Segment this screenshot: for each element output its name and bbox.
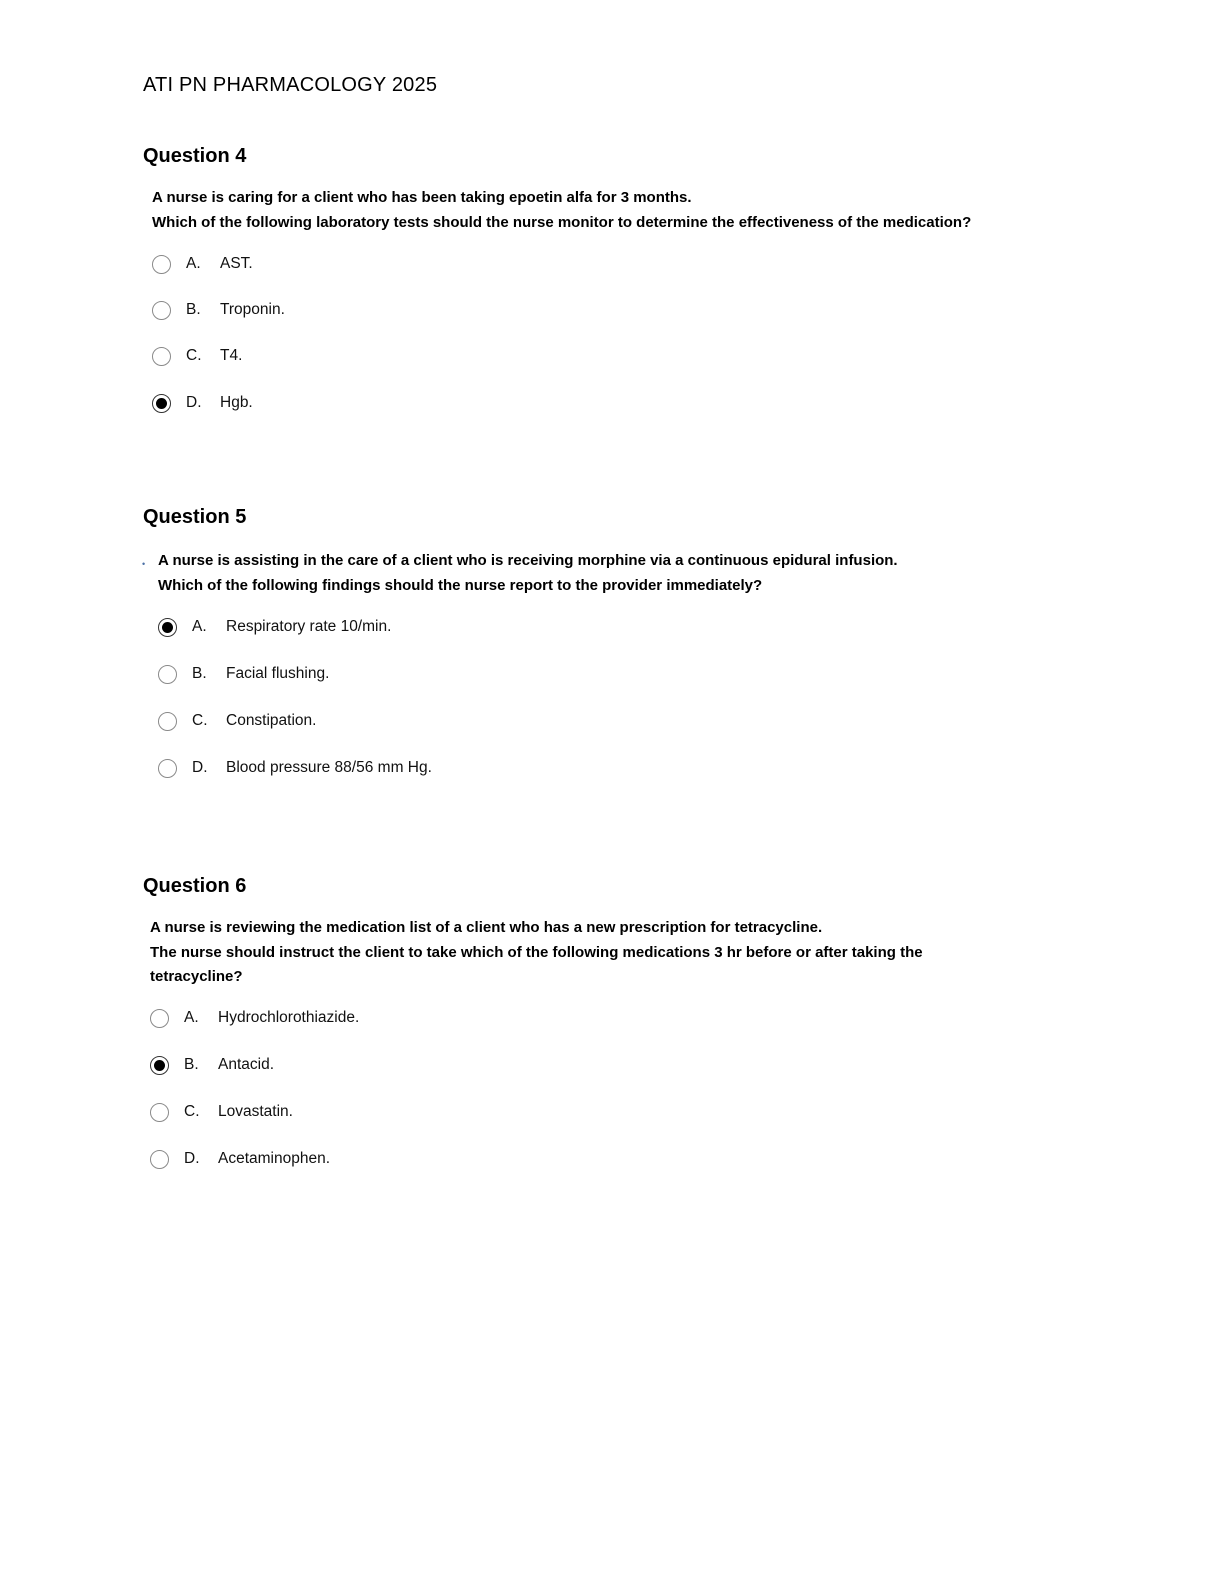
option-letter: B.: [192, 665, 207, 682]
radio-button[interactable]: [150, 1103, 169, 1122]
question-5-option-c[interactable]: [158, 709, 316, 733]
question-4-option-b[interactable]: [152, 298, 285, 322]
question-6-option-b[interactable]: [150, 1053, 274, 1077]
radio-button-selected[interactable]: [150, 1056, 169, 1075]
question-6-stem-line-1: A nurse is reviewing the medication list of a client who has a new prescription for tetracycline.: [150, 919, 823, 936]
option-text: Facial flushing.: [226, 665, 330, 682]
option-letter: B.: [186, 301, 201, 318]
question-5-heading: Question 5: [143, 506, 247, 528]
question-6-option-c[interactable]: [150, 1100, 293, 1124]
question-5-option-b[interactable]: [158, 662, 329, 686]
radio-button[interactable]: [150, 1150, 169, 1169]
question-6-option-d[interactable]: [150, 1147, 330, 1171]
radio-button[interactable]: [158, 712, 177, 731]
question-5-option-a[interactable]: [158, 615, 391, 639]
option-text: Respiratory rate 10/min.: [226, 618, 392, 635]
radio-button[interactable]: [152, 301, 171, 320]
option-text: Constipation.: [226, 712, 317, 729]
option-text: T4.: [220, 347, 243, 364]
option-text: Troponin.: [220, 301, 285, 318]
option-letter: D.: [184, 1150, 200, 1167]
question-4-heading: Question 4: [143, 145, 247, 167]
question-4-option-d[interactable]: [152, 391, 253, 415]
option-letter: D.: [186, 394, 202, 411]
document-title: ATI PN PHARMACOLOGY 2025: [143, 74, 438, 96]
question-4-option-c[interactable]: [152, 344, 242, 368]
option-letter: C.: [186, 347, 202, 364]
radio-button-selected[interactable]: [152, 394, 171, 413]
option-text: Lovastatin.: [218, 1103, 293, 1120]
question-4-stem: [152, 186, 971, 235]
question-6-stem: [150, 916, 1010, 990]
option-text: Hydrochlorothiazide.: [218, 1009, 360, 1026]
question-5-stem: [158, 549, 898, 598]
option-letter: A.: [192, 618, 207, 635]
option-letter: D.: [192, 759, 208, 776]
radio-button[interactable]: [152, 255, 171, 274]
radio-button-selected[interactable]: [158, 618, 177, 637]
radio-button[interactable]: [158, 759, 177, 778]
radio-button[interactable]: [158, 665, 177, 684]
option-text: AST.: [220, 255, 253, 272]
option-letter: A.: [186, 255, 201, 272]
question-4-option-a[interactable]: [152, 252, 253, 276]
question-5-option-d[interactable]: [158, 756, 432, 780]
question-4-stem-line-2: Which of the following laboratory tests should the nurse monitor to determine the effectiveness of the medication?: [152, 213, 972, 231]
question-6-heading: Question 6: [143, 875, 247, 897]
option-letter: C.: [192, 712, 208, 729]
option-text: Hgb.: [220, 394, 253, 411]
bullet-icon: •: [142, 559, 146, 569]
question-4-stem-line-1: A nurse is caring for a client who has been taking epoetin alfa for 3 months.: [152, 189, 692, 206]
question-6-option-a[interactable]: [150, 1006, 359, 1030]
option-text: Antacid.: [218, 1056, 275, 1073]
option-letter: B.: [184, 1056, 199, 1073]
option-letter: C.: [184, 1103, 200, 1120]
radio-button[interactable]: [152, 347, 171, 366]
radio-button[interactable]: [150, 1009, 169, 1028]
option-letter: A.: [184, 1009, 199, 1026]
question-5-stem-line-2: Which of the following findings should the nurse report to the provider immediately?: [158, 576, 763, 594]
option-text: Acetaminophen.: [218, 1150, 331, 1167]
question-6-stem-line-2: The nurse should instruct the client to take which of the following medications 3 hr before or after taking the tetracycline?: [150, 943, 923, 985]
option-text: Blood pressure 88/56 mm Hg.: [226, 759, 432, 776]
question-5-stem-line-1: A nurse is assisting in the care of a client who is receiving morphine via a continuous epidural infusion.: [158, 552, 898, 569]
